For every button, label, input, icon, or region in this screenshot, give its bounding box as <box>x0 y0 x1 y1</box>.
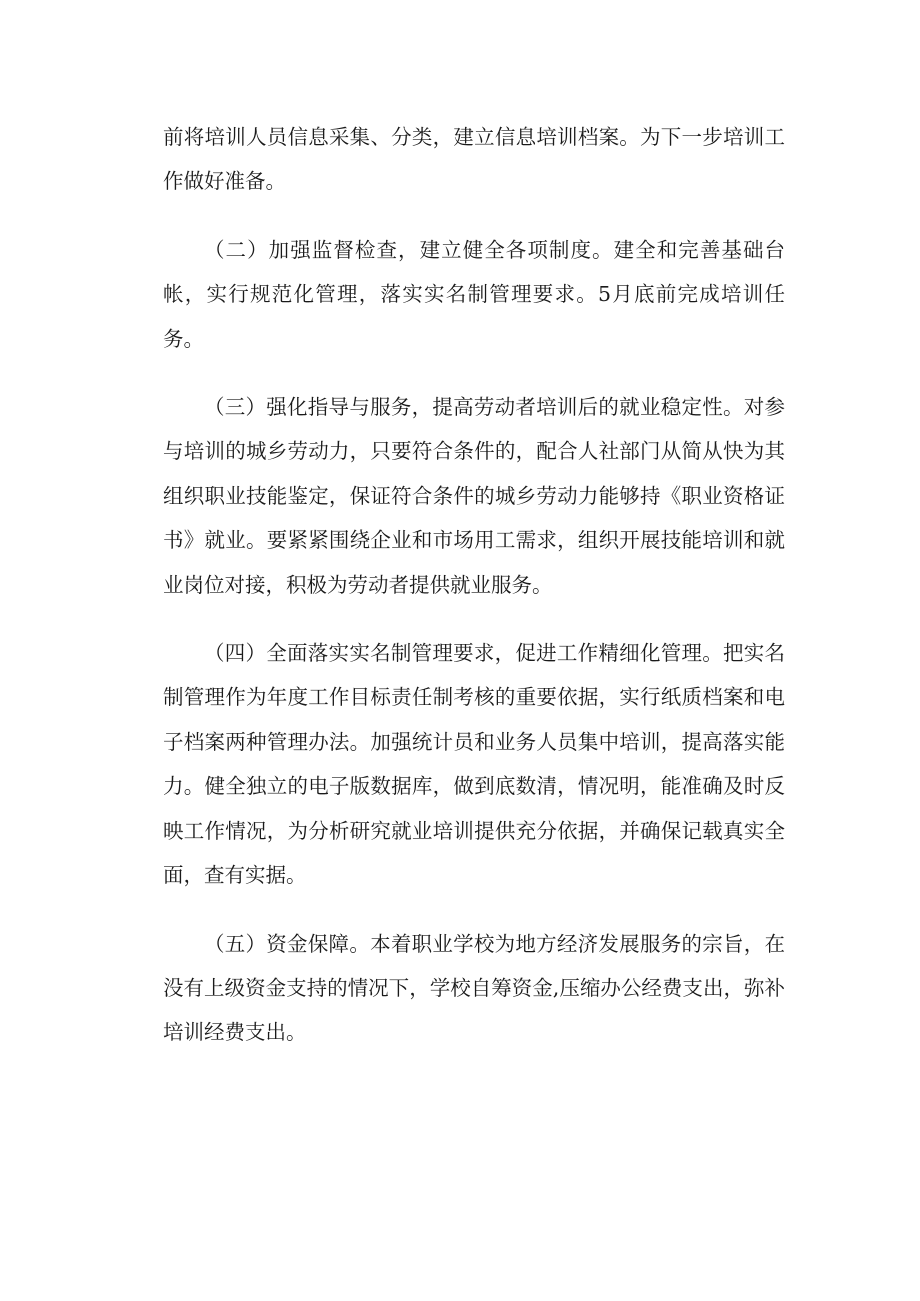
paragraph-section-5: （五）资金保障。本着职业学校为地方经济发展服务的宗旨，在没有上级资金支持的情况下，学校自筹资金,压缩办公经费支出，弥补培训经费支出。 <box>163 931 785 1045</box>
paragraph-section-4: （四）全面落实实名制管理要求，促进工作精细化管理。把实名制管理作为年度工作目标责任制考核的重要依据，实行纸质档案和电子档案两种管理办法。加强统计员和业务人员集中培训，提高落实能力。健全独立的电子版数据库，做到底数清，情况明，能准确及时反映工作情况，为分析研究就业培训提供充分依据，并确保记载真实全面，查有实据。 <box>163 641 785 888</box>
paragraph-section-2: （二）加强监督检查，建立健全各项制度。建全和完善基础台帐，实行规范化管理，落实实名制管理要求。5月底前完成培训任务。 <box>163 237 785 351</box>
paragraph-section-3: （三）强化指导与服务，提高劳动者培训后的就业稳定性。对参与培训的城乡劳动力，只要符合条件的，配合人社部门从简从快为其组织职业技能鉴定，保证符合条件的城乡劳动力能够持《职业资格证书》就业。要紧紧围绕企业和市场用工需求，组织开展技能培训和就业岗位对接，积极为劳动者提供就业服务。 <box>163 395 785 597</box>
paragraph-continuation: 前将培训人员信息采集、分类，建立信息培训档案。为下一步培训工作做好准备。 <box>163 125 785 194</box>
document-body <box>163 115 785 1079</box>
